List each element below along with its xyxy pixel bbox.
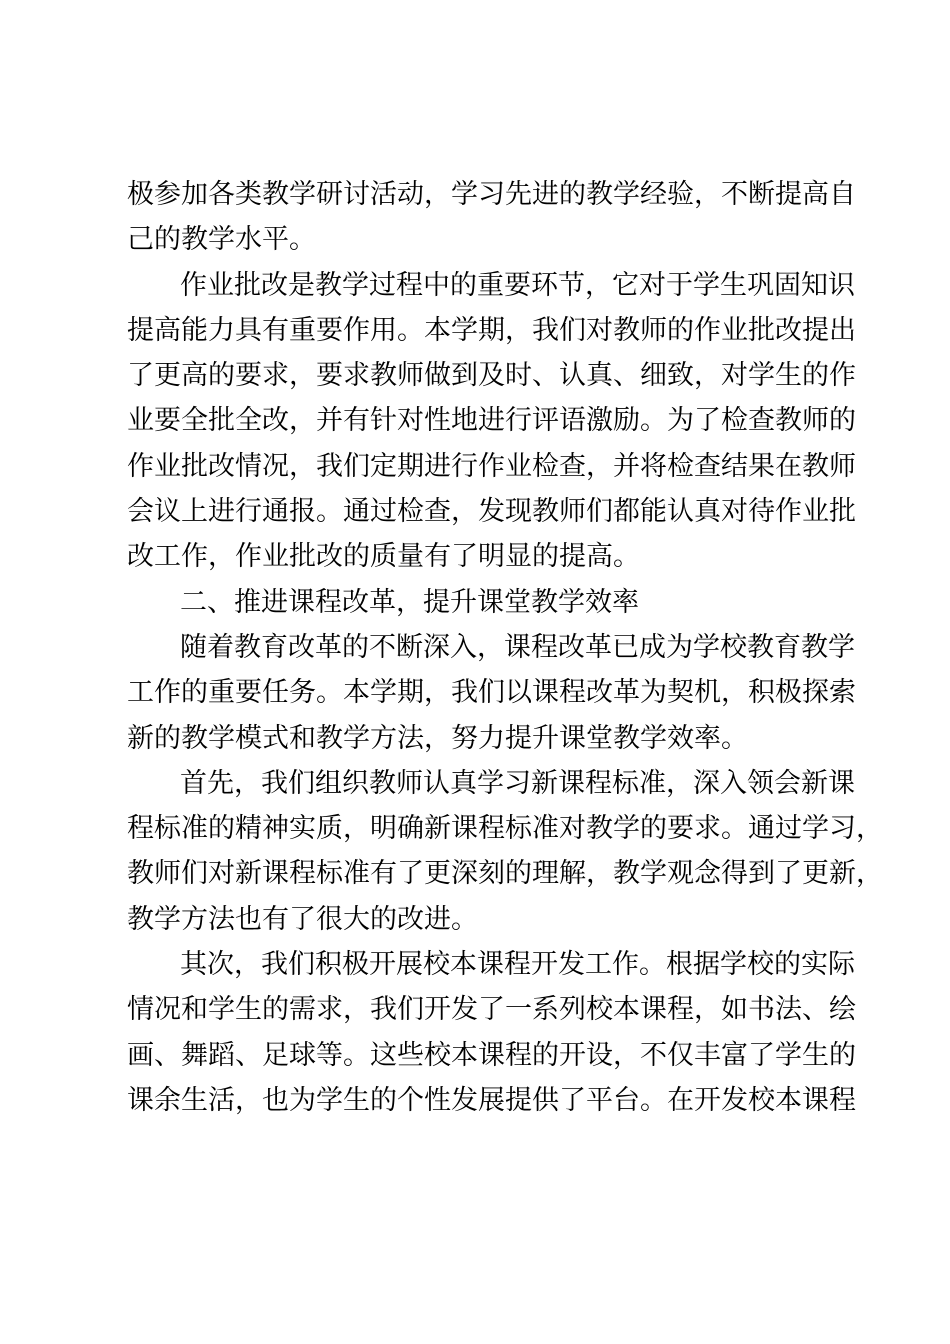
text-line: 程标准的精神实质，明确新课程标准对教学的要求。通过学习，: [127, 813, 883, 845]
text-line: 会议上进行通报。通过检查，发现教师们都能认真对待作业批: [127, 496, 856, 528]
text-line: 己的教学水平。: [127, 224, 316, 256]
paragraph-first-line: 首先，我们组织教师认真学习新课程标准，深入领会新课: [180, 767, 855, 799]
section-heading: 二、推进课程改革，提升课堂教学效率: [180, 586, 639, 618]
paragraph-first-line: 作业批改是教学过程中的重要环节，它对于学生巩固知识: [180, 269, 855, 301]
text-line: 了更高的要求，要求教师做到及时、认真、细致，对学生的作: [127, 360, 856, 392]
body-text: [127, 172, 883, 1123]
text-line: 新的教学模式和教学方法，努力提升课堂教学效率。: [127, 722, 748, 754]
text-line: 提高能力具有重要作用。本学期，我们对教师的作业批改提出: [127, 314, 856, 346]
text-line: 极参加各类教学研讨活动，学习先进的教学经验，不断提高自: [127, 179, 856, 210]
text-line: 教师们对新课程标准有了更深刻的理解，教学观念得到了更新，: [127, 858, 883, 890]
text-line: 情况和学生的需求，我们开发了一系列校本课程，如书法、绘: [127, 994, 856, 1026]
paragraph-first-line: 随着教育改革的不断深入，课程改革已成为学校教育教学: [180, 631, 855, 663]
text-line: 业要全批全改，并有针对性地进行评语激励。为了检查教师的: [127, 405, 856, 437]
text-line: 作业批改情况，我们定期进行作业检查，并将检查结果在教师: [127, 450, 856, 482]
text-line: 改工作，作业批改的质量有了明显的提高。: [127, 541, 640, 573]
text-line: 画、舞蹈、足球等。这些校本课程的开设，不仅丰富了学生的: [127, 1039, 856, 1071]
text-line: 教学方法也有了很大的改进。: [127, 903, 478, 935]
text-line: 课余生活，也为学生的个性发展提供了平台。在开发校本课程: [127, 1084, 856, 1116]
paragraph-first-line: 其次，我们积极开展校本课程开发工作。根据学校的实际: [180, 949, 855, 981]
text-line: 工作的重要任务。本学期，我们以课程改革为契机，积极探索: [127, 677, 856, 709]
